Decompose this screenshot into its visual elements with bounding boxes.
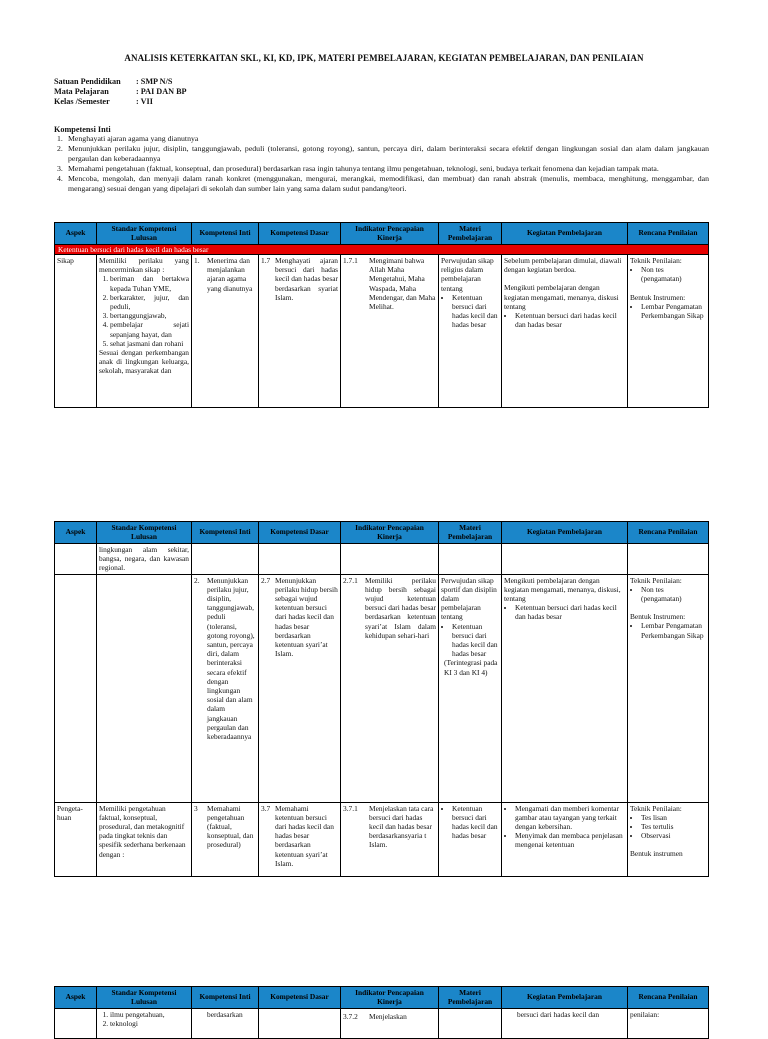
ki-item: 4. Mencoba, mengolah, dan menyaji dalam ranah konkret (menggunakan, mengurai, merangkai, memodifikasi, dan membuat) dan ranah abstrak (menulis, membaca, menghitung, menggambar, dan mengarang) sesuai dengan yang dipelajari di sekolah dan sumber lain yang sama dalam sudut pandang/teori. bbox=[57, 174, 709, 193]
cell-ipk: 3.7.2 Menjelaskan bbox=[341, 1009, 439, 1039]
header-materi: Materi Pembelajaran bbox=[439, 223, 502, 245]
ki-list bbox=[54, 134, 709, 194]
cell-ipk: 2.7.1 Memiliki perilaku hidup bersih sebagai wujud ketentuan bersuci dari hadas besar berdasarkan ketentuan syari’at Islam dalam kehidupan sehari-hari bbox=[341, 574, 439, 802]
table-header bbox=[55, 223, 709, 245]
cell-skl: Memiliki perilaku yang mencerminkan sikap : 1. beriman dan bertakwa kepada Tuhan YME, 2. berkarakter, jujur, dan peduli, 3. bertanggungjawab, 4. pembelajar sejati sepanjang hayat, dan 5. sehat jasmani dan rohani Sesuai dengan perkembangan anak di lingkungan keluarga, sekolah, masyarakat dan bbox=[97, 255, 192, 408]
header-materi: Materi Pembelajaran bbox=[439, 987, 502, 1009]
cell-skl: lingkungan alam sekitar, bangsa, negara, dan kawasan regional. bbox=[97, 544, 192, 575]
meta-row bbox=[54, 97, 187, 107]
header-ki: Kompetensi Inti bbox=[192, 223, 259, 245]
cell-kd: 1.7 Menghayati ajaran bersuci dari hadas kecil dan hadas besar berdasarkan syariat Islam. bbox=[259, 255, 341, 408]
header-skl: Standar Kompetensi Lulusan bbox=[97, 522, 192, 544]
header-penilaian: Rencana Penilaian bbox=[628, 522, 709, 544]
cell-penilaian: Teknik Penilaian: • Non tes (pengamatan) Bentuk Instrumen: • Lembar Pengamatan Perkembangan Sikap bbox=[628, 255, 709, 408]
table-row bbox=[55, 255, 709, 408]
cell-kd: 2.7 Menunjukkan perilaku hidup bersih sebagai wujud ketentuan bersuci dari hadas kecil dan hadas besar berdasarkan ketentuan syari’at Islam. bbox=[259, 574, 341, 802]
header-skl: Standar Kompetensi Lulusan bbox=[97, 223, 192, 245]
cell-penilaian: Teknik Penilaian: • Non tes (pengamatan) Bentuk Instrumen: • Lembar Pengamatan Perkembangan Sikap bbox=[628, 574, 709, 802]
cell-aspek: Pengeta-huan bbox=[55, 802, 97, 876]
table-header bbox=[55, 987, 709, 1009]
cell-kegiatan: Mengikuti pembelajaran dengan kegiatan mengamati, menanya, diskusi, tentang • Ketentuan bersuci dari hadas kecil dan hadas besar bbox=[502, 574, 628, 802]
header-aspek: Aspek bbox=[55, 987, 97, 1009]
header-ki: Kompetensi Inti bbox=[192, 522, 259, 544]
meta-value: : PAI DAN BP bbox=[136, 87, 187, 96]
ki-item: 3. Memahami pengetahuan (faktual, konseptual, dan prosedural) berdasarkan rasa ingin tahunya tentang ilmu pengetahuan, teknologi, seni, budaya terkait fenomena dan kejadian tampak mata. bbox=[57, 163, 659, 173]
cell-materi: Perwujudan sikap sportif dan disiplin dalam pembelajaran tentang • Ketentuan bersuci dari hadas kecil dan hadas besar (Terintegrasi pada KI 3 dan KI 4) bbox=[439, 574, 502, 802]
cell-penilaian: penilaian: bbox=[628, 1009, 709, 1039]
cell-materi: • Ketentuan bersuci dari hadas kecil dan hadas besar bbox=[439, 802, 502, 876]
header-kd: Kompetensi Dasar bbox=[259, 522, 341, 544]
cell-skl: Memiliki pengetahuan faktual, konseptual, prosedural, dan metakognitif pada tingkat teknis dan spesifik sederhana berkenaan dengan : bbox=[97, 802, 192, 876]
meta-value: : SMP N/S bbox=[136, 77, 173, 86]
section-banner bbox=[55, 245, 709, 255]
header-aspek: Aspek bbox=[55, 522, 97, 544]
analysis-table-1 bbox=[54, 222, 709, 408]
cell-ki: berdasarkan bbox=[192, 1009, 259, 1039]
analysis-table-3 bbox=[54, 986, 709, 1039]
skl-list: 1. beriman dan bertakwa kepada Tuhan YME, 2. berkarakter, jujur, dan peduli, 3. bertanggungjawab, 4. pembelajar sejati sepanjang hayat, dan 5. sehat jasmani dan rohani bbox=[99, 274, 189, 348]
header-ipk: Indikator Pencapaian Kinerja bbox=[341, 987, 439, 1009]
header-ipk: Indikator Pencapaian Kinerja bbox=[341, 522, 439, 544]
meta-row bbox=[54, 77, 187, 87]
cell-kegiatan: Sebelum pembelajaran dimulai, diawali dengan kegiatan berdoa. Mengikuti pembelajaran dengan kegiatan mengamati, menanya, diskusi tentang • Ketentuan bersuci dari hadas kecil dan hadas besar bbox=[502, 255, 628, 408]
header-ki: Kompetensi Inti bbox=[192, 987, 259, 1009]
table-row bbox=[55, 544, 709, 575]
header-kegiatan: Kegiatan Pembelajaran bbox=[502, 987, 628, 1009]
header-kegiatan: Kegiatan Pembelajaran bbox=[502, 522, 628, 544]
cell-kegiatan: • Mengamati dan memberi komentar gambar atau tayangan yang terkait dengan kebersihan. • Menyimak dan membaca penjelasan mengenai ketentuan bbox=[502, 802, 628, 876]
page-title: ANALISIS KETERKAITAN SKL, KI, KD, IPK, MATERI PEMBELAJARAN, KEGIATAN PEMBELAJARAN, DAN PENILAIAN bbox=[124, 53, 644, 63]
section-title: Ketentuan bersuci dari hadas kecil dan hadas besar bbox=[55, 245, 709, 255]
meta-row bbox=[54, 87, 187, 97]
table-header bbox=[55, 522, 709, 544]
header-penilaian: Rencana Penilaian bbox=[628, 223, 709, 245]
cell-penilaian: Teknik Penilaian: • Tes lisan • Tes tertulis • Observasi Bentuk instrumen bbox=[628, 802, 709, 876]
header-ipk: Indikator Pencapaian Kinerja bbox=[341, 223, 439, 245]
header-kd: Kompetensi Dasar bbox=[259, 223, 341, 245]
header-materi: Materi Pembelajaran bbox=[439, 522, 502, 544]
meta-label: Mata Pelajaran bbox=[54, 87, 109, 96]
cell-ki: 3 Memahami pengetahuan (faktual, konseptual, dan prosedural) bbox=[192, 802, 259, 876]
header-aspek: Aspek bbox=[55, 223, 97, 245]
ki-heading: Kompetensi Inti bbox=[54, 125, 111, 134]
cell-kd: 3.7 Memahami ketentuan bersuci dari hadas kecil dan hadas besar berdasarkan ketentuan syari’at Islam. bbox=[259, 802, 341, 876]
ki-item: 1. Menghayati ajaran agama yang dianutnya bbox=[57, 134, 199, 143]
header-kd: Kompetensi Dasar bbox=[259, 987, 341, 1009]
meta-value: : VII bbox=[136, 97, 153, 106]
header-kegiatan: Kegiatan Pembelajaran bbox=[502, 223, 628, 245]
table-row bbox=[55, 574, 709, 802]
cell-ipk: 1.7.1 Mengimani bahwa Allah Maha Mengetahui, Maha Waspada, Maha Mendengar, dan Maha Melihat. bbox=[341, 255, 439, 408]
cell-kegiatan: bersuci dari hadas kecil dan bbox=[502, 1009, 628, 1039]
cell-ipk: 3.7.1 Menjelaskan tata cara bersuci dari hadas kecil dan hadas besar berdasarkansyaria t Islam. bbox=[341, 802, 439, 876]
header-skl: Standar Kompetensi Lulusan bbox=[97, 987, 192, 1009]
analysis-table-2 bbox=[54, 521, 709, 877]
cell-ki: 1. Menerima dan menjalankan ajaran agama yang dianutnya bbox=[192, 255, 259, 408]
meta-label: Satuan Pendidikan bbox=[54, 77, 121, 86]
meta-label: Kelas /Semester bbox=[54, 97, 110, 106]
document-meta bbox=[54, 77, 187, 107]
skl-list: 1. ilmu pengetahuan, 2. teknologi bbox=[99, 1010, 189, 1028]
header-penilaian: Rencana Penilaian bbox=[628, 987, 709, 1009]
cell-materi: Perwujudan sikap religius dalam pembelajaran tentang • Ketentuan bersuci dari hadas kecil dan hadas besar bbox=[439, 255, 502, 408]
ki-item: 2. Menunjukkan perilaku jujur, disiplin, tanggungjawab, peduli (toleransi, gotong royong), santun, percaya diri, dalam berinteraksi secara efektif dengan lingkungan sosial dan alam dalam jangkauan pergaulan dan keberadaannya bbox=[57, 144, 709, 163]
cell-aspek: Sikap bbox=[55, 255, 97, 408]
cell-ki: 2. Menunjukkan perilaku jujur, disiplin, tanggungjawab, peduli (toleransi, gotong royong), santun, percaya diri, dalam berinteraksi secara efektif dengan lingkungan sosial dan alam dalam jangkauan pergaulan dan keberadaannya bbox=[192, 574, 259, 802]
table-row bbox=[55, 802, 709, 876]
